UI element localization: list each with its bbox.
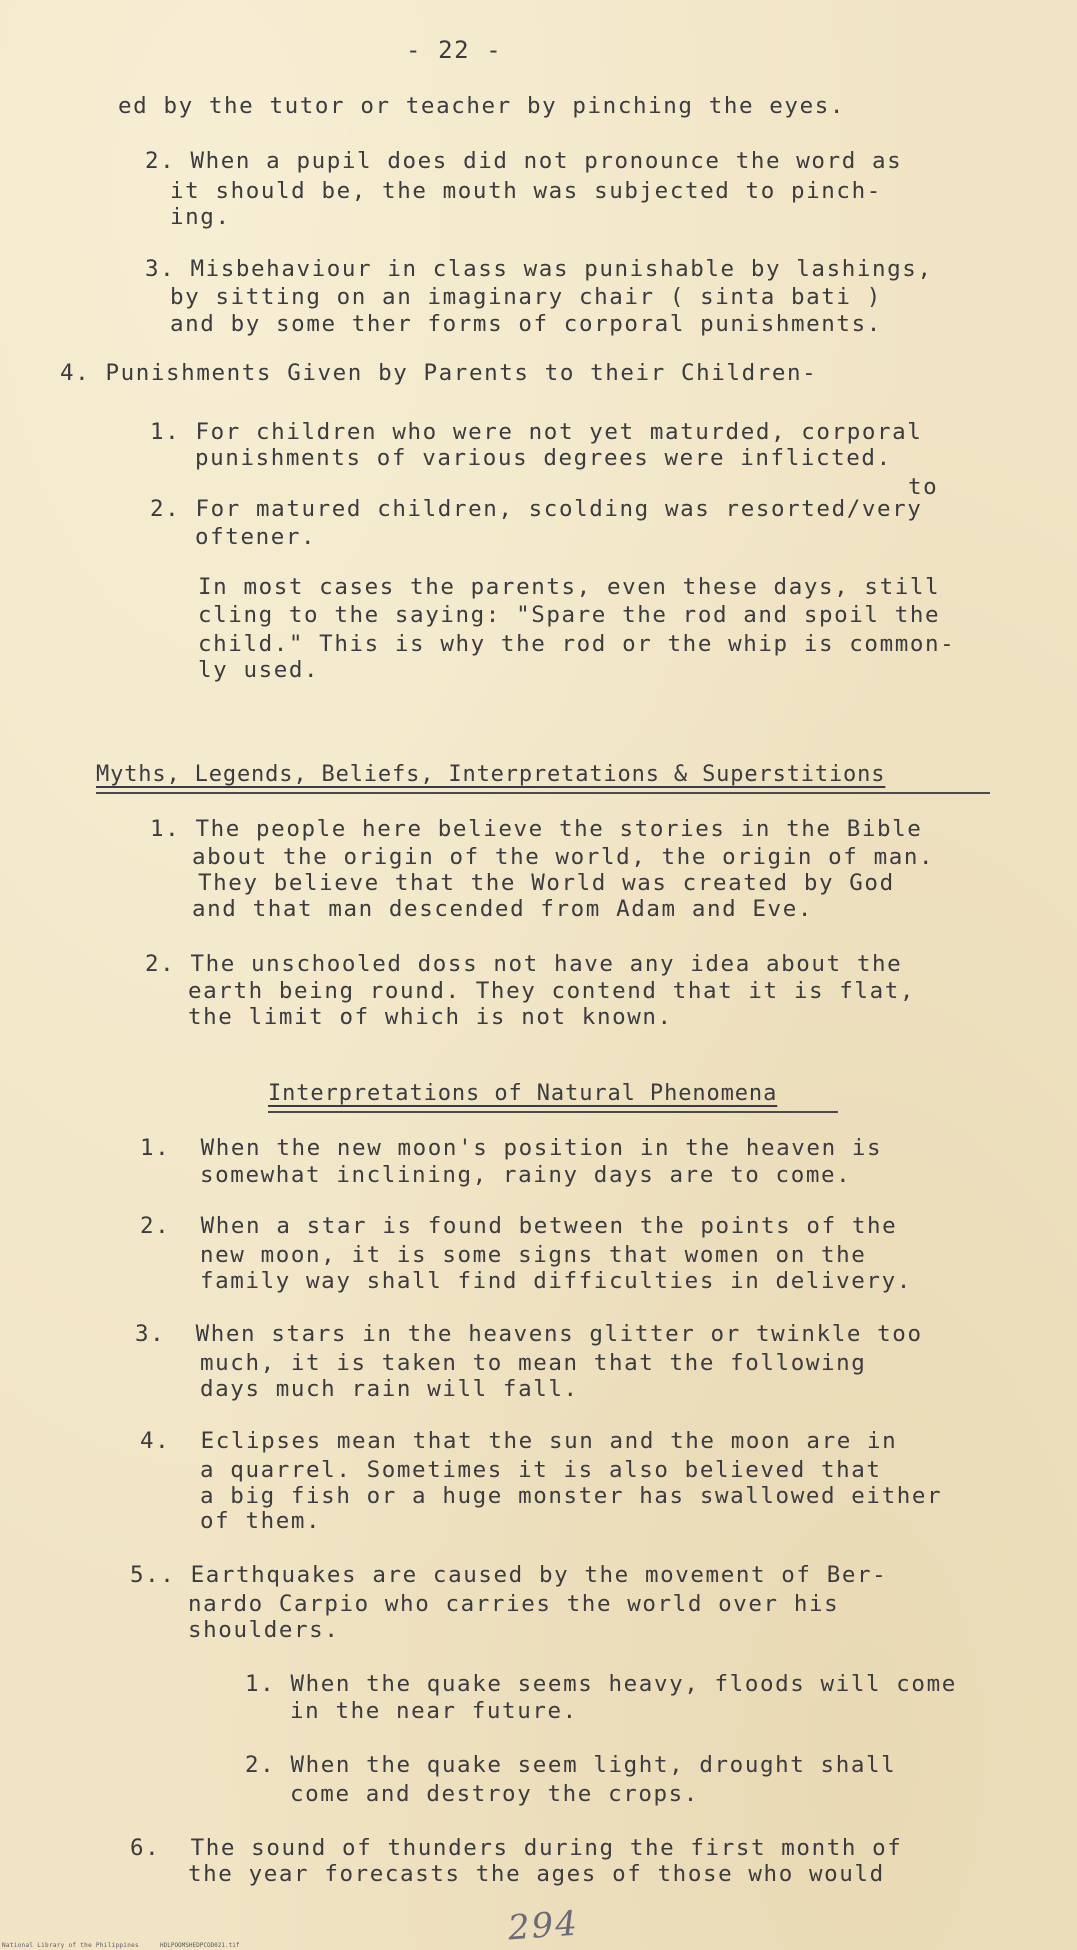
- text-line: it should be, the mouth was subjected to pinch-: [170, 178, 882, 204]
- text-line: and by some ther forms of corporal punishments.: [170, 311, 882, 337]
- heading-underline: [96, 792, 990, 794]
- text-line: ly used.: [198, 657, 320, 683]
- text-line: 1. When the quake seems heavy, floods will come: [245, 1671, 957, 1697]
- text-line: the limit of which is not known.: [188, 1004, 673, 1030]
- section-heading-natural-phenomena: Interpretations of Natural Phenomena: [268, 1081, 778, 1106]
- text-line: come and destroy the crops.: [290, 1781, 699, 1807]
- handwritten-folio-number: 294: [506, 1903, 581, 1949]
- heading-underline: [268, 1111, 838, 1113]
- text-line: ed by the tutor or teacher by pinching the eyes.: [118, 93, 846, 119]
- text-line: in the near future.: [290, 1698, 578, 1724]
- text-line: somewhat inclining, rainy days are to come.: [200, 1162, 852, 1188]
- page-number: - 22 -: [406, 36, 503, 64]
- text-line: In most cases the parents, even these days, still: [198, 574, 941, 600]
- text-line: cling to the saying: "Spare the rod and spoil the: [198, 602, 941, 628]
- text-line: nardo Carpio who carries the world over his: [188, 1591, 840, 1617]
- text-line: and that man descended from Adam and Eve.: [192, 896, 813, 922]
- section-heading-punishments: 4. Punishments Given by Parents to their Children-: [60, 360, 818, 386]
- text-line: of them.: [200, 1508, 322, 1534]
- text-line: a big fish or a huge monster has swallowed either: [200, 1483, 943, 1509]
- text-line: much, it is taken to mean that the following: [200, 1350, 867, 1376]
- footer-library-credit: National Library of the Philippines: [2, 1942, 139, 1949]
- text-line: oftener.: [195, 524, 317, 550]
- text-line: about the origin of the world, the origin of man.: [192, 844, 935, 870]
- text-line: 6. The sound of thunders during the first month of: [130, 1835, 903, 1861]
- text-line: 1. The people here believe the stories in the Bible: [150, 816, 923, 842]
- text-line: a quarrel. Sometimes it is also believed that: [200, 1457, 882, 1483]
- text-line: 2. When a star is found between the points of the: [140, 1213, 898, 1239]
- text-line: by sitting on an imaginary chair ( sinta bati ): [170, 284, 882, 310]
- text-line: punishments of various degrees were inflicted.: [195, 445, 892, 471]
- text-line: 1. For children who were not yet maturded, corporal: [150, 419, 923, 445]
- text-line: 1. When the new moon's position in the heaven is: [140, 1135, 883, 1161]
- footer-file-name: HDLPOOMSHEDPCOD021.tif: [160, 1942, 240, 1949]
- text-line: child." This is why the rod or the whip is common-: [198, 631, 956, 657]
- text-line: shoulders.: [188, 1617, 340, 1643]
- text-line: days much rain will fall.: [200, 1376, 579, 1402]
- text-line: the year forecasts the ages of those who would: [188, 1861, 885, 1887]
- text-line: 3. Misbehaviour in class was punishable by lashings,: [145, 256, 933, 282]
- text-line: They believe that the World was created by God: [198, 870, 895, 896]
- text-line: to: [908, 474, 939, 500]
- text-line: family way shall find difficulties in delivery.: [200, 1268, 912, 1294]
- text-line: new moon, it is some signs that women on the: [200, 1242, 867, 1268]
- text-line: 2. When the quake seem light, drought shall: [245, 1752, 897, 1778]
- text-line: 2. The unschooled doss not have any idea about the: [145, 951, 903, 977]
- text-line: 4. Eclipses mean that the sun and the moon are in: [140, 1428, 898, 1454]
- text-line: 5.. Earthquakes are caused by the movement of Ber-: [130, 1562, 888, 1588]
- section-heading-myths: Myths, Legends, Beliefs, Interpretations & Superstitions: [96, 762, 886, 787]
- text-line: earth being round. They contend that it is flat,: [188, 978, 916, 1004]
- text-line: 2. When a pupil does did not pronounce the word as: [145, 148, 903, 174]
- text-line: 3. When stars in the heavens glitter or twinkle too: [135, 1321, 923, 1347]
- text-line: 2. For matured children, scolding was resorted/very: [150, 496, 923, 522]
- text-line: ing.: [170, 204, 231, 230]
